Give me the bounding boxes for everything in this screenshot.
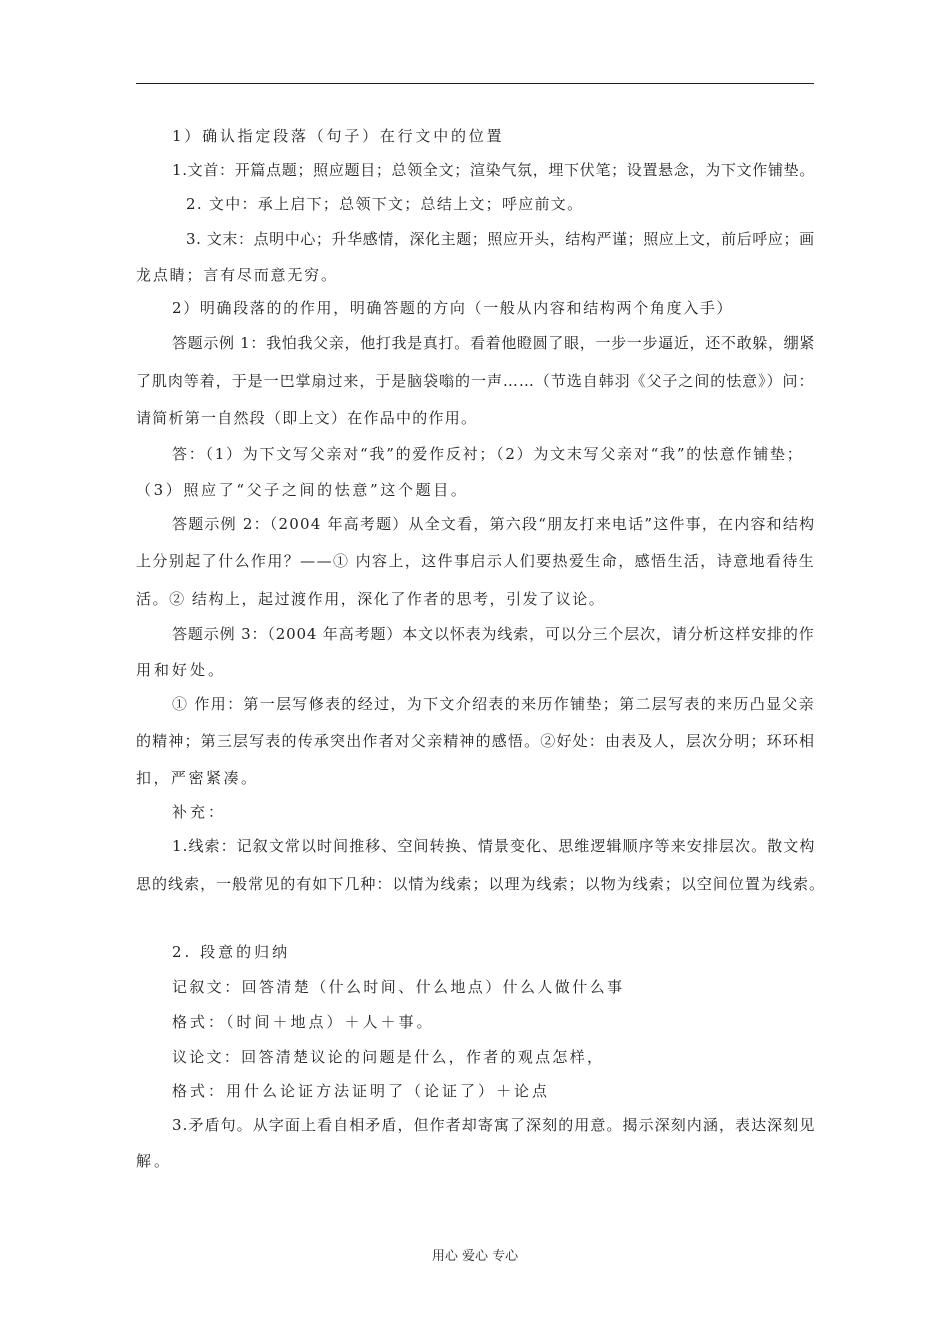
text-line: 补充： [172, 803, 227, 821]
text-line: 上分别起了什么作用？——① 内容上，这件事启示人们要热爱生命，感悟生活，诗意地看待生 [136, 552, 816, 570]
text-line: 龙点睛；言有尽而意无穷。 [136, 266, 338, 284]
text-line: 记叙文：回答清楚（什么时间、什么地点）什么人做什么事 [172, 978, 625, 996]
text-line: 3.矛盾句。从字面上看自相矛盾，但作者却寄寓了深刻的用意。揭示深刻内涵，表达深刻见 [172, 1116, 816, 1134]
text-line: ① 作用：第一层写修表的经过，为下文介绍表的来历作铺垫；第二层写表的来历凸显父亲 [172, 695, 816, 713]
text-line: 格式：用什么论证方法证明了（论证了）＋论点 [172, 1082, 551, 1100]
text-line: （3）照应了“父子之间的怯意”这个题目。 [136, 481, 469, 499]
text-line: 答题示例 2：（2004 年高考题）从全文看，第六段“朋友打来电话”这件事，在内容和结构 [172, 515, 816, 533]
text-line: 2. 段意的归纳 [172, 943, 291, 961]
text-line: 1.文首：开篇点题；照应题目；总领全文；渲染气氛，埋下伏笔；设置悬念，为下文作铺垫。 [172, 161, 816, 179]
text-line: 1）确认指定段落（句子）在行文中的位置 [172, 127, 505, 145]
text-line: 活。② 结构上，起过渡作用，深化了作者的思考，引发了议论。 [136, 590, 606, 608]
text-line: 2）明确段落的的作用，明确答题的方向（一般从内容和结构两个角度入手） [172, 299, 734, 317]
text-line: 格式：（时间＋地点）＋人＋事。 [172, 1013, 435, 1031]
text-line: 用和好处。 [136, 661, 227, 679]
text-line: 3. 文末：点明中心；升华感情，深化主题；照应开头，结构严谨；照应上文，前后呼应；画 [186, 230, 815, 248]
text-line: 2. 文中：承上启下；总领下文；总结上文；呼应前文。 [186, 195, 584, 213]
text-line: 思的线索，一般常见的有如下几种：以情为线索；以理为线索；以物为线索；以空间位置为线索。 [136, 875, 826, 893]
text-line: 的精神；第三层写表的传承突出作者对父亲精神的感悟。②好处：由表及人，层次分明；环环相 [136, 732, 816, 750]
text-line: 答：（1）为下文写父亲对“我”的爱作反衬；（2）为文末写父亲对“我”的怯意作铺垫； [172, 445, 804, 463]
text-line: 议论文：回答清楚议论的问题是什么，作者的观点怎样， [172, 1048, 605, 1066]
text-line: 1.线索：记叙文常以时间推移、空间转换、情景变化、思维逻辑顺序等来安排层次。散文构 [172, 837, 816, 855]
header-rule [136, 83, 814, 84]
text-line: 解。 [136, 1152, 173, 1170]
text-line: 答题示例 3：（2004 年高考题）本文以怀表为线索，可以分三个层次，请分析这样安排的作 [172, 625, 815, 643]
text-line: 请简析第一自然段（即上文）在作品中的作用。 [136, 409, 478, 427]
text-line: 答题示例 1：我怕我父亲，他打我是真打。看着他瞪圆了眼，一步一步逼近，还不敢躲，绷紧 [172, 334, 816, 352]
page-footer: 用心 爱心 专心 [431, 1249, 519, 1264]
text-line: 了肌肉等着，于是一巴掌扇过来，于是脑袋嗡的一声……（节选自韩羽《父子之间的怯意》）问： [136, 372, 815, 390]
text-line: 扣，严密紧凑。 [136, 769, 259, 787]
